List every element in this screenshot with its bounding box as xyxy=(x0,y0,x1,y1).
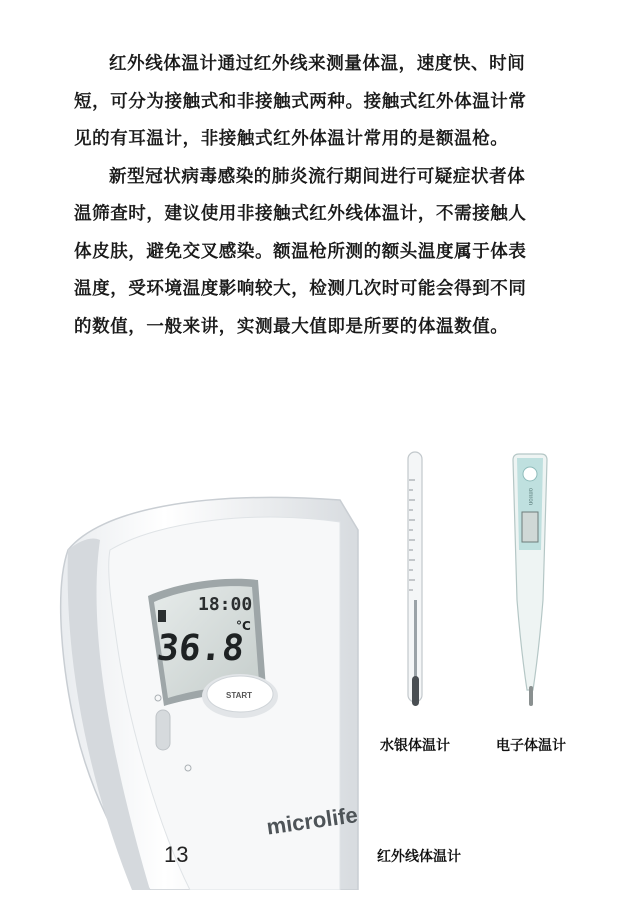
infrared-thermometer-caption: 红外线体温计 xyxy=(377,849,461,865)
lcd-reading: 36.8 xyxy=(155,627,247,669)
battery-icon xyxy=(158,610,166,622)
lcd-unit: °C xyxy=(236,619,251,633)
paragraph-1: 红外线体温计通过红外线来测量体温，速度快、时间短，可分为接触式和非接触式两种。接触式红外体温计常见的有耳温计，非接触式红外体温计常用的是额温枪。 xyxy=(74,54,527,149)
page-number: 13 xyxy=(164,842,189,867)
digital-brand-logo: omron xyxy=(527,488,533,506)
body-text xyxy=(74,46,542,346)
mercury-thermometer-caption: 水银体温计 xyxy=(380,738,450,754)
paragraph-2: 新型冠状病毒感染的肺炎流行期间进行可疑症状者体温筛查时，建议使用非接触式红外线体温计，不需接触人体皮肤，避免交叉感染。额温枪所测的额头温度属于体表温度，受环境温度影响较大，检测几次时可能会得到不同的数值，一般来讲，实测最大值即是所要的体温数值。 xyxy=(74,166,527,337)
infrared-thermometer-image xyxy=(40,470,360,890)
digital-thermometer-caption: 电子体温计 xyxy=(496,738,566,754)
start-button-label: START xyxy=(226,691,253,700)
mercury-thermometer-image xyxy=(400,450,430,712)
lcd-time: 18:00 xyxy=(198,594,253,615)
brand-logo: microlife xyxy=(264,802,360,840)
digital-thermometer-image xyxy=(505,450,555,712)
